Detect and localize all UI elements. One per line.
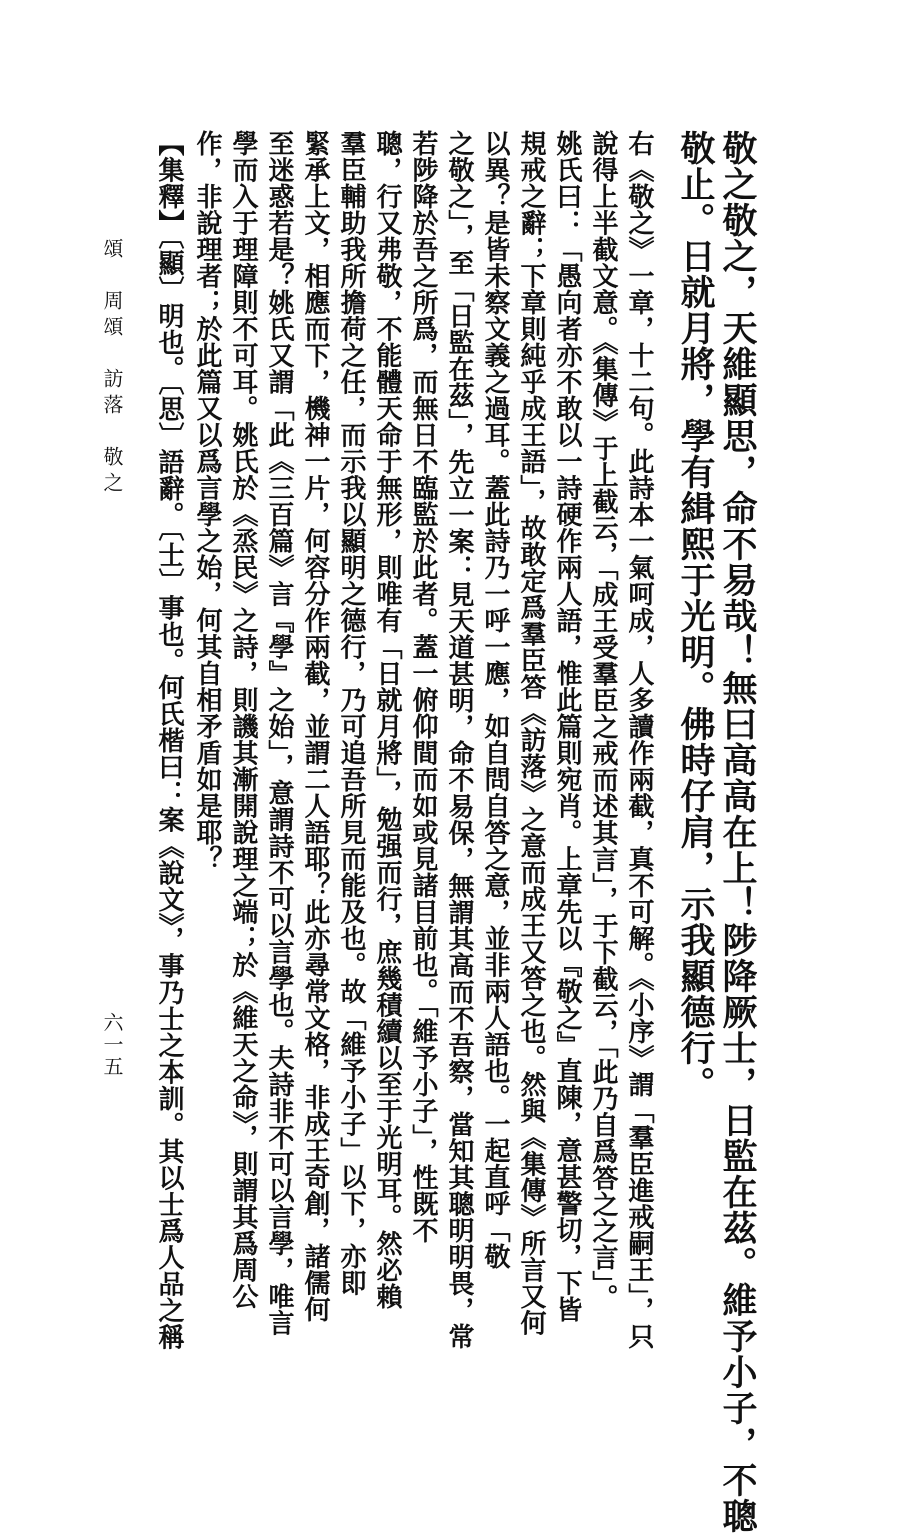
commentary-line: 之敬之」，至「日監在茲」，先立一案：見天道甚明，命不易保，無謂其高而不吾察，當知其聰明明畏，常 [444, 130, 474, 1350]
commentary-line: 右《敬之》一章，十二句。此詩本一氣呵成，人多讀作兩截，真不可解。《小序》謂「羣臣進戒嗣王」，只 [624, 130, 654, 1350]
commentary-line: 【集釋】〔顯〕明也。〔思〕語辭。〔士〕事也。何氏楷曰：案《說文》，事乃士之本訓。其以士爲人品之稱 [154, 130, 184, 1350]
poem-line: 敬止。日就月將，學有緝熙于光明。佛時仔肩，示我顯德行。 [675, 130, 716, 1102]
page-number: 六一五 [100, 1012, 124, 1078]
commentary-line: 若陟降於吾之所爲，而無日不臨監於此者。蓋一俯仰間而如或見諸目前也。「維予小子」，性既不 [408, 130, 438, 1244]
commentary-line: 作，非說理者；於此篇又以爲言學之始，何其自相矛盾如是耶？ [192, 130, 222, 872]
commentary-line: 規戒之辭；下章則純乎成王語」，故敢定爲羣臣答《訪落》之意而成王又答之也。然與《集傳》所言又何 [516, 130, 546, 1336]
commentary-line: 姚氏曰：「愚向者亦不敢以一詩硬作兩人語，惟此篇則宛肖。上章先以『敬之』直陳，意甚警切，下皆 [552, 130, 582, 1323]
commentary-line: 說得上半截文意。《集傳》于上截云，「成王受羣臣之戒而述其言」，于下截云，「此乃自爲答之之言」。 [588, 130, 618, 1311]
commentary-line: 緊承上文，相應而下，機神一片，何容分作兩截，並謂二人語耶？此亦尋常文格，非成王奇創，諸儒何 [300, 130, 330, 1323]
commentary-line: 學而入于理障則不可耳。姚氏於《烝民》之詩，則譏其漸開說理之端；於《維天之命》，則謂其爲周公 [228, 130, 258, 1310]
running-head: 頌 周頌 訪落 敬之 [100, 238, 124, 498]
commentary-line: 至迷惑若是？姚氏又謂「此《三百篇》言『學』之始」，意謂詩不可以言學也。夫詩非不可以言學，唯言 [264, 130, 294, 1336]
poem-line: 敬之敬之，天維顯思，命不易哉！無曰高高在上！陟降厥士，日監在茲。維予小子，不聰 [717, 130, 758, 1534]
commentary-line: 羣臣輔助我所擔荷之任，而示我以顯明之德行，乃可追吾所見而能及也。故「維予小子」以下，亦即 [336, 130, 366, 1296]
commentary-line: 以異？是皆未察文義之過耳。蓋此詩乃一呼一應，如自問自答之意，並非兩人語也。一起直呼「敬 [480, 130, 510, 1270]
commentary-line: 聰，行又弗敬，不能體天命于無形，則唯有「日就月將」，勉强而行，庶幾積續以至于光明耳。然必賴 [372, 130, 402, 1310]
